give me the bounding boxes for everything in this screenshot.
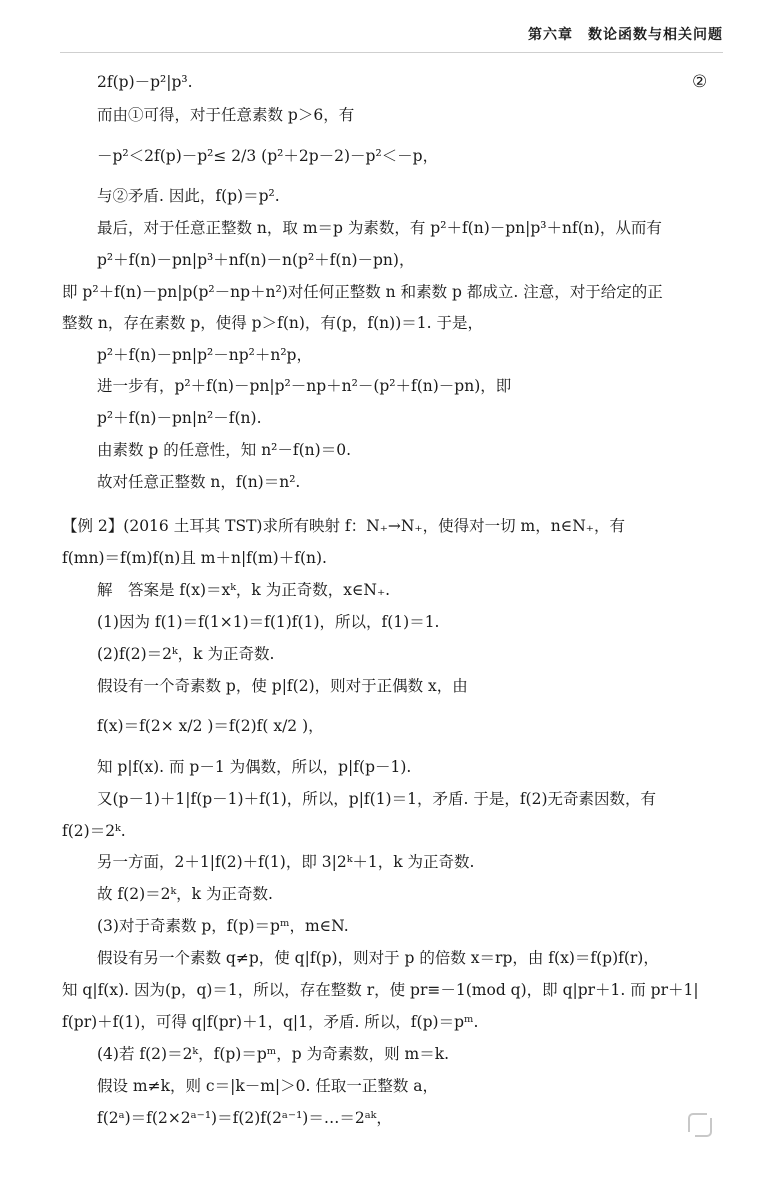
text-line: 知 q|f(x). 因为(p，q)＝1，所以，存在整数 r，使 pr≡－1(mod q)，即 q|pr＋1. 而 pr＋1| [62, 981, 699, 999]
math-line: －p²＜2f(p)－p²≤ 2/3 (p²＋2p－2)－p²＜－p， [97, 147, 439, 165]
example-heading: 【例 2】(2016 土耳其 TST)求所有映射 f：N₊→N₊，使得对一切 m，n∈N₊，有 [62, 517, 625, 535]
text-line: 最后，对于任意正整数 n，取 m＝p 为素数，有 p²＋f(n)－pn|p³＋nf(n)，从而有 [97, 219, 662, 237]
text-line: 由素数 p 的任意性，知 n²－f(n)＝0. [97, 441, 352, 459]
header-divider [60, 52, 723, 53]
text-line: 2f(p)－p²|p³. [97, 73, 193, 91]
corner-icon[interactable] [677, 1102, 723, 1148]
text-line: f(2)＝2ᵏ. [62, 822, 126, 840]
text-line: 即 p²＋f(n)－pn|p(p²－np＋n²)对任何正整数 n 和素数 p 都成立. 注意，对于给定的正 [62, 283, 663, 301]
text-line: 又(p－1)＋1|f(p－1)＋f(1)，所以，p|f(1)＝1，矛盾. 于是，f(2)无奇素因数，有 [97, 790, 657, 808]
text-line: 整数 n，存在素数 p，使得 p＞f(n)，有(p，f(n))＝1. 于是， [62, 314, 483, 332]
text-line: (4)若 f(2)＝2ᵏ，f(p)＝pᵐ，p 为奇素数，则 m＝k. [97, 1045, 450, 1063]
solution-line: 解 答案是 f(x)＝xᵏ，k 为正奇数，x∈N₊. [97, 581, 391, 599]
chapter-header: 第六章 数论函数与相关问题 [528, 27, 723, 43]
math-line: p²＋f(n)－pn|n²－f(n). [97, 409, 262, 427]
text-line: 故 f(2)＝2ᵏ，k 为正奇数. [97, 885, 273, 903]
equation-number: ② [692, 72, 708, 92]
math-line: p²＋f(n)－pn|p²－np²＋n²p， [97, 346, 312, 364]
text-line: 故对任意正整数 n，f(n)＝n². [97, 473, 301, 491]
text-line: (3)对于奇素数 p，f(p)＝pᵐ，m∈N. [97, 917, 349, 935]
math-line: f(x)＝f(2× x/2 )＝f(2)f( x/2 )， [97, 717, 324, 735]
text-line: 进一步有，p²＋f(n)－pn|p²－np＋n²－(p²＋f(n)－pn)，即 [97, 377, 512, 395]
math-line: f(2ᵃ)＝f(2×2ᵃ⁻¹)＝f(2)f(2ᵃ⁻¹)＝…＝2ᵃᵏ， [97, 1109, 392, 1127]
text-line: f(pr)＋f(1)，可得 q|f(pr)＋1，q|1，矛盾. 所以，f(p)＝pᵐ. [62, 1013, 479, 1031]
text-line: 知 p|f(x). 而 p－1 为偶数，所以，p|f(p－1). [97, 758, 412, 776]
text-line: (1)因为 f(1)＝f(1×1)＝f(1)f(1)，所以，f(1)＝1. [97, 613, 440, 631]
text-line: 假设有另一个素数 q≠p，使 q|f(p)，则对于 p 的倍数 x＝rp，由 f(x)＝f(p)f(r)， [97, 949, 659, 967]
text-line: 与②矛盾. 因此，f(p)＝p². [97, 187, 280, 205]
text-line: 另一方面，2＋1|f(2)＋f(1)，即 3|2ᵏ＋1，k 为正奇数. [97, 853, 475, 871]
math-line: p²＋f(n)－pn|p³＋nf(n)－n(p²＋f(n)－pn)， [97, 251, 415, 269]
text-line: (2)f(2)＝2ᵏ，k 为正奇数. [97, 645, 275, 663]
text-line: 假设 m≠k，则 c＝|k－m|＞0. 任取一正整数 a， [97, 1077, 439, 1095]
text-line: 假设有一个奇素数 p，使 p|f(2)，则对于正偶数 x，由 [97, 677, 468, 695]
text-line: 而由①可得，对于任意素数 p＞6，有 [97, 106, 355, 124]
text-line: f(mn)＝f(m)f(n)且 m＋n|f(m)＋f(n). [62, 549, 327, 567]
